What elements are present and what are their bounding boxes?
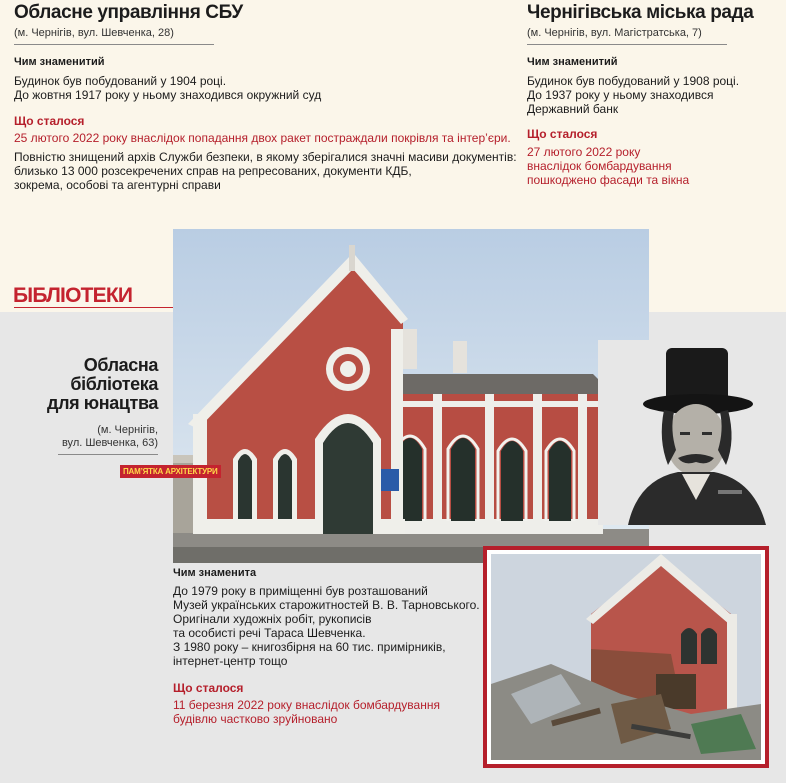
text-line: 25 лютого 2022 року внаслідок попадання двох ракет постраждали покрівля та інтер’єри.	[14, 131, 511, 145]
libraries-section-title: БІБЛІОТЕКИ	[13, 284, 133, 307]
destroyed-library-frame	[483, 546, 769, 768]
text-line: пошкоджено фасади та вікна	[527, 173, 690, 187]
council-happened-label: Що сталося	[527, 127, 598, 141]
text-line: внаслідок бомбардування	[527, 159, 672, 173]
text-line: До 1979 року в приміщенні був розташований	[173, 584, 428, 598]
sbu-title: Обласне управління СБУ	[14, 2, 243, 23]
council-happened-text	[527, 145, 689, 187]
text-line: Будинок був побудований у 1904 році.	[14, 74, 227, 88]
library-happened-text	[173, 698, 440, 726]
text-line: зокрема, особові та агентурні справи	[14, 178, 221, 192]
portrait-photo	[598, 340, 786, 525]
text-line: 11 березня 2022 року внаслідок бомбардування	[173, 698, 440, 712]
text-line: Повністю знищений архів Служби безпеки, в якому зберігалися значні масиви документів:	[14, 150, 517, 164]
sbu-happened-red	[14, 131, 511, 145]
library-famous-label: Чим знаменита	[173, 567, 257, 579]
text-line: Державний банк	[527, 102, 619, 116]
council-title: Чернігівська міська рада	[527, 2, 754, 23]
sbu-happened-label: Що сталося	[14, 114, 85, 128]
text-line: З 1980 року – книгозбірня на 60 тис. примірників,	[173, 640, 446, 654]
library-happened-label: Що сталося	[173, 681, 244, 695]
council-famous-label: Чим знаменитий	[527, 56, 618, 68]
council-famous-text	[527, 74, 739, 116]
text-line: бібліотека	[70, 374, 158, 394]
sbu-happened-text	[14, 150, 517, 192]
text-line: для юнацтва	[47, 393, 158, 413]
sbu-divider	[14, 44, 214, 45]
sbu-famous-text	[14, 74, 321, 102]
destroyed-library-photo	[491, 554, 761, 760]
library-divider	[58, 454, 158, 455]
text-line: будівлю частково зруйновано	[173, 712, 338, 726]
text-line: До жовтня 1917 року у ньому знаходився окружний суд	[14, 88, 322, 102]
text-line: Будинок був побудований у 1908 році.	[527, 74, 740, 88]
text-line: та особисті речі Тараса Шевченка.	[173, 626, 366, 640]
council-divider	[527, 44, 727, 45]
council-address: (м. Чернігів, вул. Магістратська, 7)	[527, 27, 702, 39]
library-title	[20, 356, 158, 413]
heritage-badge: ПАМ’ЯТКА АРХІТЕКТУРИ	[120, 465, 221, 478]
text-line: Оригінали художніх робіт, рукописів	[173, 612, 372, 626]
sbu-address: (м. Чернігів, вул. Шевченка, 28)	[14, 27, 174, 39]
text-line: (м. Чернігів,	[97, 424, 158, 436]
text-line: До 1937 року у ньому знаходився	[527, 88, 714, 102]
library-building-photo	[173, 229, 649, 563]
text-line: Обласна	[83, 355, 158, 375]
text-line: Музей українських старожитностей В. В. Тарновського.	[173, 598, 480, 612]
text-line: вул. Шевченка, 63)	[61, 437, 158, 449]
sbu-famous-label: Чим знаменитий	[14, 56, 105, 68]
library-address	[20, 424, 158, 450]
text-line: близько 13 000 розсекречених справ на репресованих, документи КДБ,	[14, 164, 412, 178]
text-line: інтернет-центр тощо	[173, 654, 288, 668]
library-famous-text	[173, 584, 480, 668]
text-line: 27 лютого 2022 року	[527, 145, 641, 159]
libraries-section-rule	[14, 307, 174, 308]
